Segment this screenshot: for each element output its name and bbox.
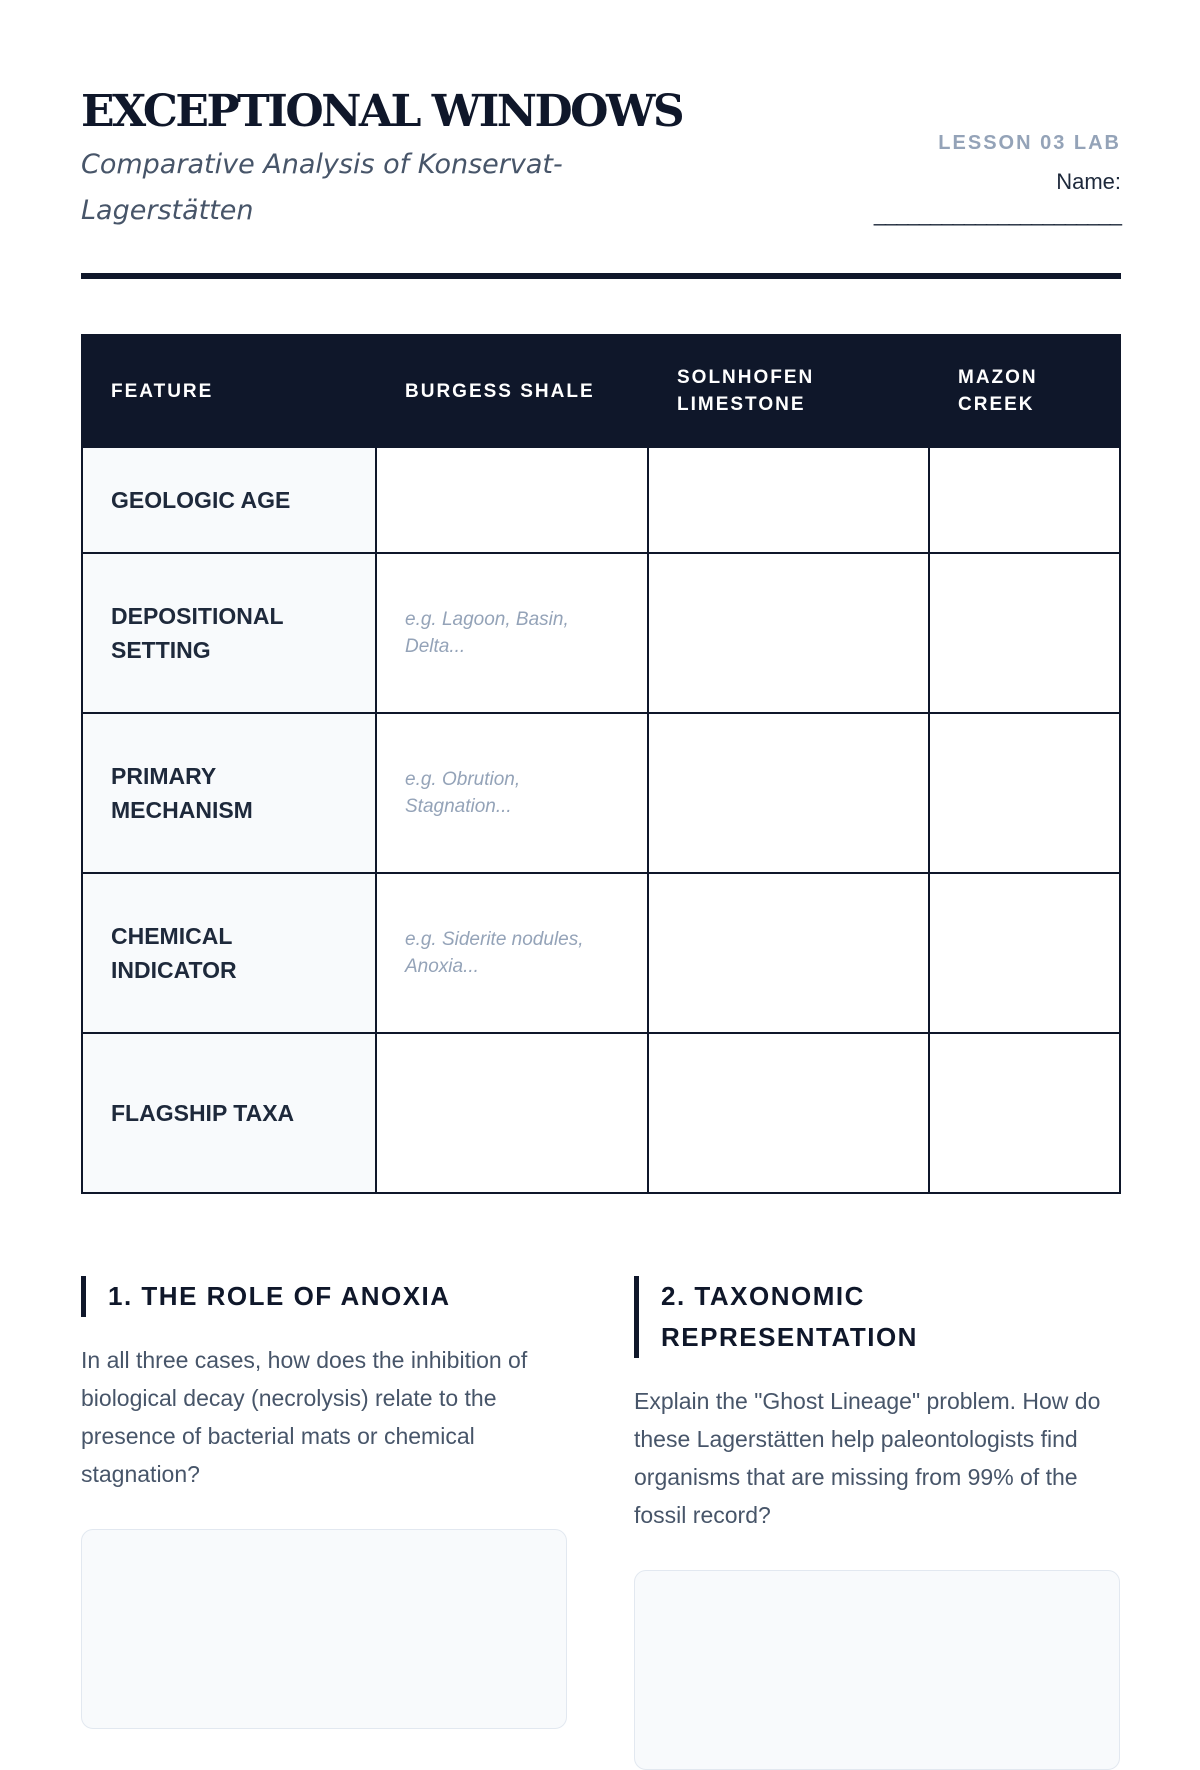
column-header: SOLNHOFEN LIMESTONE (648, 335, 929, 447)
cell-mazon-creek[interactable] (929, 873, 1120, 1033)
cell-solnhofen-limestone[interactable] (648, 553, 929, 713)
feature-label (82, 1033, 376, 1193)
table-row (82, 713, 1120, 873)
feature-label (82, 447, 376, 553)
column-header: FEATURE (82, 335, 376, 447)
question-text: In all three cases, how does the inhibition of biological decay (necrolysis) relate to the presence of bacterial mats or chemical stagnation? (81, 1347, 528, 1487)
cell-burgess-shale[interactable] (376, 447, 648, 553)
answer-box[interactable] (81, 1529, 567, 1729)
cell-mazon-creek[interactable] (929, 1033, 1120, 1193)
feature-text: CHEMICAL INDICATOR (111, 923, 237, 983)
name-line[interactable]: ______________________ (873, 201, 1121, 226)
cell-burgess-shale[interactable] (376, 1033, 648, 1193)
feature-text: FLAGSHIP TAXA (111, 1100, 295, 1126)
cell-burgess-shale[interactable] (376, 713, 648, 873)
table-row (82, 553, 1120, 713)
comparison-table (81, 334, 1121, 1194)
answer-box[interactable] (634, 1570, 1120, 1770)
page-title: EXCEPTIONAL WINDOWS (81, 86, 683, 137)
cell-solnhofen-limestone[interactable] (648, 447, 929, 553)
cell-burgess-shale[interactable] (376, 873, 648, 1033)
question-heading: 1. THE ROLE OF ANOXIA (81, 1276, 567, 1317)
cell-solnhofen-limestone[interactable] (648, 873, 929, 1033)
column-header: BURGESS SHALE (376, 335, 648, 447)
cell-placeholder: e.g. Siderite nodules, Anoxia... (405, 929, 584, 977)
table-header-row (82, 335, 1120, 447)
feature-label (82, 873, 376, 1033)
cell-placeholder: e.g. Lagoon, Basin, Delta... (405, 609, 569, 657)
header (81, 84, 1121, 276)
header-divider (81, 273, 1121, 279)
column-header: MAZON CREEK (929, 335, 1120, 447)
cell-mazon-creek[interactable] (929, 553, 1120, 713)
feature-text: DEPOSITIONAL SETTING (111, 603, 284, 663)
cell-burgess-shale[interactable] (376, 553, 648, 713)
page-subtitle: Comparative Analysis of Konservat-Lagerstätten (81, 149, 563, 226)
cell-solnhofen-limestone[interactable] (648, 713, 929, 873)
table-row (82, 873, 1120, 1033)
feature-text: PRIMARY MECHANISM (111, 763, 253, 823)
cell-mazon-creek[interactable] (929, 447, 1120, 553)
header-meta (874, 132, 1121, 227)
question-1 (81, 1276, 567, 1729)
question-heading: 2. TAXONOMIC REPRESENTATION (634, 1276, 1120, 1358)
feature-label (82, 713, 376, 873)
question-text: Explain the "Ghost Lineage" problem. How do these Lagerstätten help paleontologists find organisms that are missing from 99% of the fossil record? (634, 1388, 1101, 1528)
question-2 (634, 1276, 1120, 1770)
table-row (82, 447, 1120, 553)
feature-text: GEOLOGIC AGE (111, 487, 291, 513)
cell-solnhofen-limestone[interactable] (648, 1033, 929, 1193)
feature-label (82, 553, 376, 713)
name-label: Name: (1056, 169, 1121, 194)
cell-mazon-creek[interactable] (929, 713, 1120, 873)
lesson-label: LESSON 03 LAB (938, 132, 1121, 154)
table-row (82, 1033, 1120, 1193)
cell-placeholder: e.g. Obrution, Stagnation... (405, 769, 521, 817)
